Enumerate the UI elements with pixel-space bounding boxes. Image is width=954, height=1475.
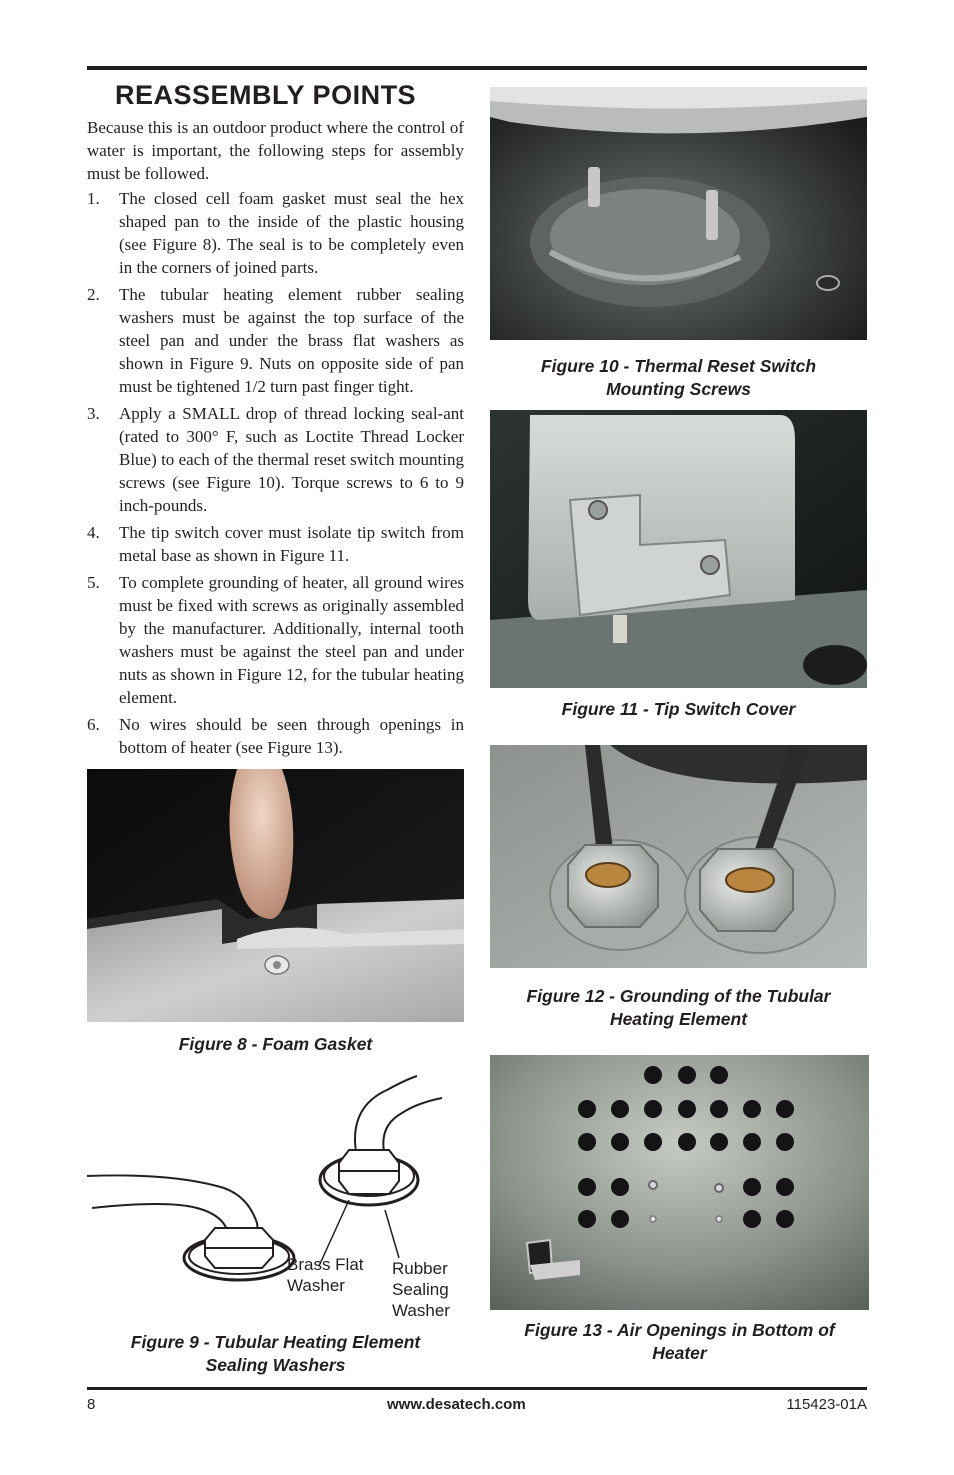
rubber-label-line: Rubber	[392, 1259, 448, 1278]
air-hole	[678, 1133, 696, 1151]
section-heading: REASSEMBLY POINTS	[115, 80, 417, 110]
step-item	[87, 283, 464, 398]
step-text: To complete grounding of heater, all ground wires must be fixed with screws as originally assembled by the manufacturer. Additionally, internal tooth washers must be against the steel pan and under nuts as shown in Figure 12, for the tubular heating element.	[119, 573, 464, 707]
step-item	[87, 521, 464, 567]
air-hole	[710, 1100, 728, 1118]
step-number: 1.	[87, 189, 100, 208]
air-hole	[776, 1100, 794, 1118]
caption-line: Sealing Washers	[205, 1355, 346, 1375]
air-hole	[776, 1133, 794, 1151]
figure-10-caption	[490, 355, 867, 401]
rubber-washer-label	[392, 1258, 450, 1321]
step-item	[87, 402, 464, 517]
air-hole	[776, 1210, 794, 1228]
air-hole	[710, 1066, 728, 1084]
air-hole	[611, 1100, 629, 1118]
figure-12-photo	[490, 745, 867, 968]
air-hole	[578, 1178, 596, 1196]
figure-11-caption: Figure 11 - Tip Switch Cover	[561, 699, 796, 719]
air-hole	[743, 1100, 761, 1118]
air-hole	[644, 1100, 662, 1118]
caption-line: Mounting Screws	[606, 379, 751, 399]
step-number: 3.	[87, 404, 100, 423]
figure-10-photo	[490, 87, 867, 340]
step-text: The tip switch cover must isolate tip switch from metal base as shown in Figure 11.	[119, 523, 464, 565]
air-hole	[710, 1133, 728, 1151]
website-link[interactable]: www.desatech.com	[387, 1396, 526, 1413]
figure-11-photo	[490, 410, 867, 688]
step-item	[87, 571, 464, 709]
air-hole	[743, 1133, 761, 1151]
step-text: Apply a SMALL drop of thread locking seal-ant (rated to 300° F, such as Loctite Thread Locker Blue) to each of the thermal reset switch mounting screws (see Figure 10). Torque screws to 6 to 9 inch-pounds.	[119, 404, 464, 515]
figure-13-photo	[490, 1055, 869, 1310]
intro-paragraph: Because this is an outdoor product where the control of water is important, the following steps for assembly must be followed.	[87, 118, 464, 183]
step-number: 2.	[87, 285, 100, 304]
step-number: 6.	[87, 715, 100, 734]
air-hole	[578, 1210, 596, 1228]
air-hole	[611, 1178, 629, 1196]
caption-line: Heating Element	[609, 1009, 748, 1029]
step-item	[87, 713, 464, 759]
figure-8-caption: Figure 8 - Foam Gasket	[178, 1034, 373, 1054]
caption-line: Figure 13 - Air Openings in Bottom of	[524, 1320, 835, 1340]
air-hole	[743, 1210, 761, 1228]
step-text: The tubular heating element rubber sealing washers must be against the top surface of the steel pan and under the brass flat washers as shown in Figure 9. Nuts on opposite side of pan must be tightened 1/2 turn past finger tight.	[119, 285, 464, 396]
air-hole	[776, 1178, 794, 1196]
step-text: No wires should be seen through openings in bottom of heater (see Figure 13).	[119, 715, 464, 757]
page-number: 8	[87, 1396, 96, 1413]
figure-13-caption	[490, 1319, 869, 1365]
air-hole	[644, 1066, 662, 1084]
figure-9-caption	[87, 1331, 464, 1377]
rubber-label-line: Sealing	[392, 1280, 449, 1299]
caption-line: Figure 12 - Grounding of the Tubular	[526, 986, 831, 1006]
air-hole	[644, 1133, 662, 1151]
air-hole	[611, 1210, 629, 1228]
step-item	[87, 187, 464, 279]
air-hole	[678, 1100, 696, 1118]
step-number: 5.	[87, 573, 100, 592]
brass-label-line: Washer	[287, 1276, 345, 1295]
air-hole	[678, 1066, 696, 1084]
figure-8-photo	[87, 769, 464, 1022]
air-hole	[578, 1100, 596, 1118]
document-number: 115423-01A	[786, 1396, 867, 1413]
caption-line: Figure 10 - Thermal Reset Switch	[540, 356, 817, 376]
step-number: 4.	[87, 523, 100, 542]
caption-line: Figure 9 - Tubular Heating Element	[130, 1332, 421, 1352]
top-rule	[87, 66, 867, 70]
steps-list	[87, 187, 464, 763]
brass-washer-label	[287, 1254, 364, 1296]
air-hole	[578, 1133, 596, 1151]
step-text: The closed cell foam gasket must seal the hex shaped pan to the inside of the plastic housing (see Figure 8). The seal is to be completely even in the corners of joined parts.	[119, 189, 464, 277]
rubber-label-line: Washer	[392, 1301, 450, 1320]
figure-12-caption	[490, 985, 867, 1031]
brass-label-line: Brass Flat	[287, 1255, 364, 1274]
caption-line: Heater	[652, 1343, 707, 1363]
bottom-rule	[87, 1387, 867, 1390]
air-hole	[743, 1178, 761, 1196]
air-hole	[611, 1133, 629, 1151]
